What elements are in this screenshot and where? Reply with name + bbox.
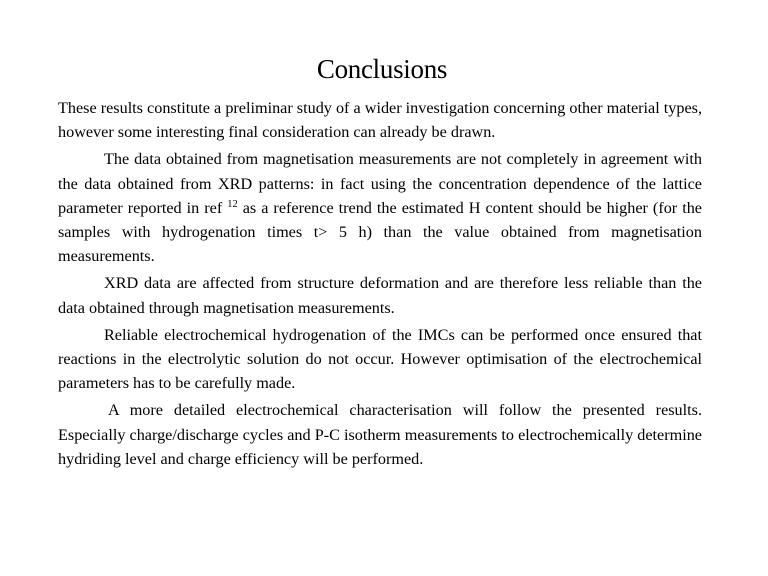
- paragraph-text-part: as a reference trend the estimated H content should be higher (for the samples with hydrogenation times t> 5 h) than the value obtained from magnetisation measurements.: [58, 198, 702, 266]
- reference-number: 12: [227, 198, 238, 210]
- paragraph-magnetisation-vs-xrd: [58, 147, 702, 268]
- conclusions-body: [58, 96, 702, 474]
- paragraph-intro: These results constitute a preliminar study of a wider investigation concerning other material types, however some interesting final consideration can already be drawn.: [58, 99, 702, 142]
- slide-title: Conclusions: [316, 54, 448, 84]
- paragraph-future-work: A more detailed electrochemical characterisation will follow the presented results. Especially charge/discharge cycles and P-C isotherm measurements to electrochemically determine hydriding level and charge efficiency will be performed.: [58, 401, 702, 468]
- paragraph-electrochemical-hydrogenation: Reliable electrochemical hydrogenation of the IMCs can be performed once ensured that reactions in the electrolytic solution do not occur. However optimisation of the electrochemical parameters has to be carefully made.: [58, 325, 702, 393]
- paragraph-text-part: The data obtained from magnetisation measurements are not completely in agreement with the data obtained from XRD patterns: in fact using the concentration dependence of the lattice parameter reported in ref: [58, 150, 702, 217]
- paragraph-xrd-reliability: XRD data are affected from structure deformation and are therefore less reliable than the data obtained through magnetisation measurements.: [58, 274, 702, 317]
